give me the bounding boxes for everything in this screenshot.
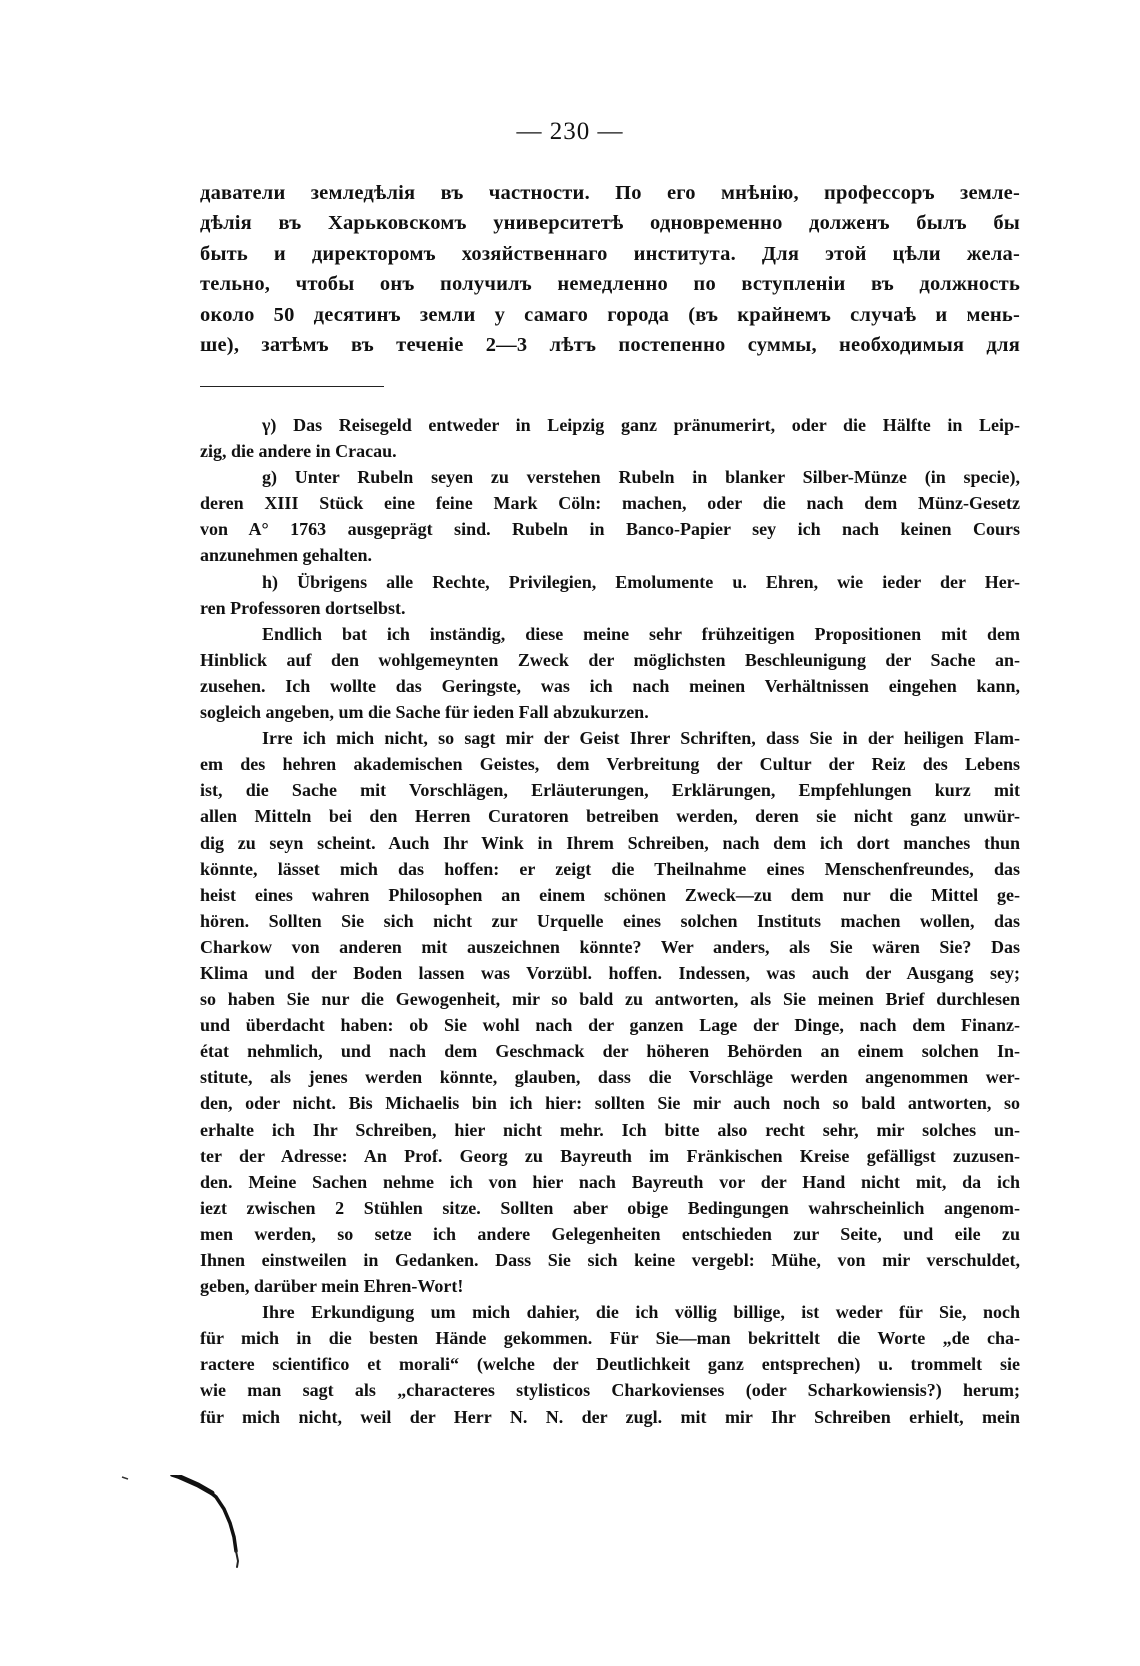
footnote-line: Klima und der Boden lassen was Vorzübl. hoffen. Indessen, was auch der Ausgang sey; xyxy=(200,962,1020,983)
footnote-line: erhalte ich Ihr Schreiben, hier nicht mehr. Ich bitte also recht sehr, mir solches un- xyxy=(200,1119,1020,1140)
footnote-line: so haben Sie nur die Gewogenheit, mir so bald zu antworten, als Sie meinen Brief durchlesen xyxy=(200,989,1020,1010)
footnote-line: Endlich bat ich inständig, diese meine sehr frühzeitigen Propositionen mit dem xyxy=(262,623,1020,644)
footnote-line: γ) Das Reisegeld entweder in Leipzig ganz pränumerirt, oder die Hälfte in Leip- xyxy=(262,415,1020,435)
footnote-line: könnte, lässet mich das hoffen: er zeigt die Theilnahme eines Menschenfreundes, das xyxy=(200,858,1020,879)
footnote-line: Charkow von anderen mit auszeichnen könnte? Wer anders, als Sie wären Sie? Das xyxy=(200,936,1020,957)
footnote-line: wie man sagt als „characteres stylisticos Charkovienses (oder Scharkowiensis?) herum; xyxy=(200,1380,1020,1401)
text-line: тельно, чтобы онъ получилъ немедленно по вступленіи въ должность xyxy=(200,273,1020,296)
footnote-separator-rule xyxy=(200,386,384,387)
footnote-line: heist eines wahren Philosophen an einem schönen Zweck—zu dem nur die Mittel ge- xyxy=(200,884,1020,905)
footnote-line: und überdacht haben: ob Sie wohl nach der ganzen Lage der Dinge, nach dem Finanz- xyxy=(200,1015,1020,1036)
text-line: около 50 десятинъ земли у самаго города (въ крайнемъ случаѣ и мень- xyxy=(200,303,1020,326)
footnote-line: den, oder nicht. Bis Michaelis bin ich hier: sollten Sie mir auch noch so bald antworten, so xyxy=(200,1093,1020,1114)
footnote-line: Ihre Erkundigung um mich dahier, die ich völlig billige, ist weder für Sie, noch xyxy=(262,1302,1020,1323)
text-line: даватели земледѣлія въ частности. По его мнѣнію, профессоръ земле- xyxy=(200,182,1020,204)
footnote-line: état nehmlich, und nach dem Geschmack der höheren Behörden an einem solchen In- xyxy=(200,1041,1020,1062)
footnote-line: ter der Adresse: An Prof. Georg zu Bayreuth im Fränkischen Kreise gefälligst zuzusen- xyxy=(200,1145,1020,1166)
footnote-line: von A° 1763 ausgeprägt sind. Rubeln in Banco-Papier sey ich nach keinen Cours xyxy=(200,519,1020,540)
text-line: дѣлія въ Харьковскомъ университетѣ одновременно долженъ былъ бы xyxy=(200,212,1020,235)
footnote-line: g) Unter Rubeln seyen zu verstehen Rubeln in blanker Silber-Münze (in specie), xyxy=(262,467,1020,488)
footnote-line: em des hehren akademischen Geistes, dem Verbreitung der Cultur der Reiz des Lebens xyxy=(200,754,1020,775)
footnote-line: zusehen. Ich wollte das Geringste, was ich nach meinen Verhältnissen eingehen kann, xyxy=(200,675,1020,696)
footnote-line: anzunehmen gehalten. xyxy=(200,545,373,566)
footnote-line: sogleich angeben, um die Sache für ieden Fall abzukurzen. xyxy=(200,702,649,723)
footnote-line: Irre ich mich nicht, so sagt mir der Geist Ihrer Schriften, dass Sie in der heiligen Flam- xyxy=(262,728,1020,749)
footnote-line: allen Mitteln bei den Herren Curatoren betreiben werden, deren sie nicht ganz unwür- xyxy=(200,806,1020,827)
footnote-line: für mich in die besten Hände gekommen. Für Sie—man bekrittelt die Worte „de cha- xyxy=(200,1328,1020,1349)
page-number: — 230 — xyxy=(516,118,624,145)
footnote-line: ractere scientifico et morali“ (welche der Deutlichkeit ganz entsprechen) u. trommelt sie xyxy=(200,1354,1020,1375)
footnote-line: geben, darüber mein Ehren-Wort! xyxy=(200,1276,464,1297)
text-line: быть и директоромъ хозяйственнаго института. Для этой цѣли жела- xyxy=(200,242,1020,265)
main-text-russian xyxy=(200,178,1020,360)
footnote-line: ist, die Sache mit Vorschlägen, Erläuterungen, Erklärungen, Empfehlungen kurz mit xyxy=(200,780,1020,801)
footnote-line: men werden, so setze ich andere Gelegenheiten entschieden zur Seite, und eile zu xyxy=(200,1223,1020,1244)
footnote-line: Ihnen einstweilen in Gedanken. Dass Sie sich keine vergebl: Mühe, von mir verschuldet, xyxy=(200,1250,1020,1270)
footnote-line: deren XIII Stück eine feine Mark Cöln: machen, oder die nach dem Münz-Gesetz xyxy=(200,493,1020,514)
footnote-line: hören. Sollten Sie sich nicht zur Urquelle eines solchen Instituts machen wollen, das xyxy=(200,910,1020,931)
footnote-line: stitute, als jenes werden könnte, glauben, dass die Vorschläge werden angenommen wer- xyxy=(200,1067,1020,1088)
footnote-line: iezt zwischen 2 Stühlen sitze. Sollten aber obige Bedingungen wahrscheinlich angenom- xyxy=(200,1197,1020,1218)
footnote-line: h) Übrigens alle Rechte, Privilegien, Emolumente u. Ehren, wie ieder der Her- xyxy=(262,571,1020,592)
footnote-line: zig, die andere in Cracau. xyxy=(200,441,397,462)
footnote-line: ren Professoren dortselbst. xyxy=(200,597,406,618)
footnote-line: Hinblick auf den wohlgemeynten Zweck der möglichsten Beschleunigung der Sache an- xyxy=(200,649,1020,670)
text-line: ше), затѣмъ въ теченіе 2—3 лѣтъ постепенно суммы, необходимыя для xyxy=(200,333,1020,356)
footnote-line: dig zu seyn scheint. Auch Ihr Wink in Ihrem Schreiben, nach dem ich dort manches thun xyxy=(200,832,1020,853)
ink-stroke-mark xyxy=(120,1475,280,1595)
footnote-line: für mich nicht, weil der Herr N. N. der zugl. mit mir Ihr Schreiben erhielt, mein xyxy=(200,1406,1020,1427)
footnote-line: den. Meine Sachen nehme ich von hier nach Bayreuth vor der Hand nicht mit, da ich xyxy=(200,1171,1020,1192)
footnotes-german xyxy=(200,412,1020,1430)
